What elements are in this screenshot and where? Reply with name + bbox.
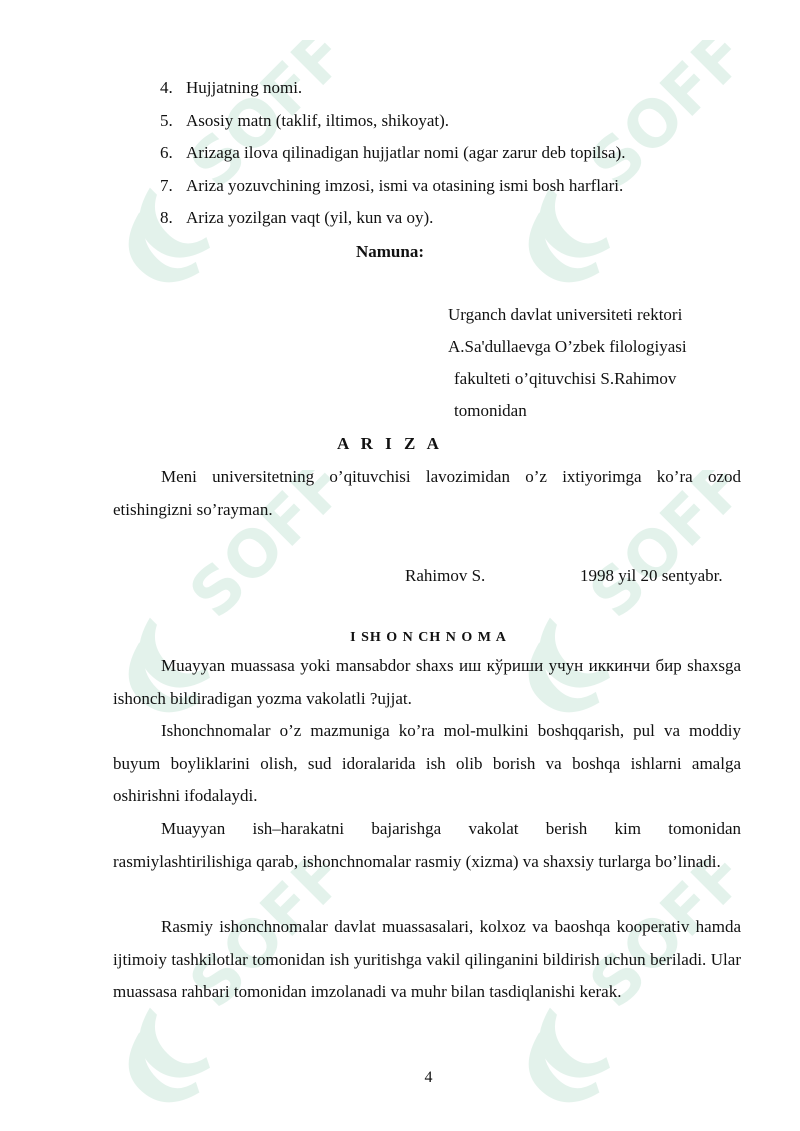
list-item-number: 6. xyxy=(160,143,173,162)
list-item xyxy=(160,72,625,105)
list-item-number: 7. xyxy=(160,175,173,195)
list-item xyxy=(160,137,625,170)
svg-text:SOFF: SOFF xyxy=(576,860,740,1023)
signature: Rahimov S. xyxy=(405,566,486,585)
svg-text:SOFF: SOFF xyxy=(576,40,740,203)
list-item xyxy=(160,202,625,235)
ariza-body: Meni universitetning o’qituvchisi lavozimidan o’z ixtiyorimga ko’ra ozod etishingizni so’rayman. xyxy=(113,467,741,519)
svg-text:SOFF: SOFF xyxy=(576,470,740,633)
address-line: tomonidan xyxy=(454,401,527,420)
requirements-list xyxy=(160,72,625,235)
list-item-number: 8. xyxy=(160,208,173,227)
sample-heading: Namuna: xyxy=(355,242,424,261)
page-number: 4 xyxy=(424,1069,433,1086)
address-line: Urganch davlat universiteti rektori xyxy=(448,305,683,324)
list-item-text: Arizaga ilova qilinadigan hujjatlar nomi (agar zarur deb topilsa). xyxy=(186,143,626,162)
svg-text:SOFF: SOFF xyxy=(176,860,340,1023)
ishonchnoma-title: I SH O N CH N O M A xyxy=(350,630,507,645)
list-item-number: 4. xyxy=(160,78,173,97)
list-item xyxy=(160,170,625,203)
address-block xyxy=(448,299,687,427)
date: 1998 yil 20 sentyabr. xyxy=(580,566,723,585)
paragraph: Muayyan ish–harakatni bajarishga vakolat berish kim tomonidan rasmiylashtirilishiga qarab, ishonchnomalar rasmiy (xizma) va shaxsiy turlarga bo’linadi. xyxy=(113,819,741,871)
list-item-number: 5. xyxy=(160,110,173,130)
list-item-text: Ariza yozuvchining imzosi, ismi va otasining ismi bosh harflari. xyxy=(186,175,624,195)
svg-text:SOFF: SOFF xyxy=(176,40,340,203)
list-item-text: Hujjatning nomi. xyxy=(186,78,303,97)
list-item xyxy=(160,105,625,138)
address-line: A.Sa'dullaevga O’zbek filologiyasi xyxy=(448,337,687,356)
list-item-text: Ariza yozilgan vaqt (yil, kun va oy). xyxy=(186,208,434,227)
list-item-text: Asosiy matn (taklif, iltimos, shikoyat). xyxy=(186,110,450,130)
address-line: fakulteti o’qituvchisi S.Rahimov xyxy=(454,369,677,388)
paragraph: Rasmiy ishonchnomalar davlat muassasalari, kolxoz va baoshqa kooperativ hamda ijtimoiy tashkilotlar tomonidan ish yuritishga vakil qilinganini bildirish uchun beriladi. Ular muassasa rahbari tomonidan imzolanadi va muhr bilan tasdiqlanishi kerak. xyxy=(113,917,741,1001)
svg-text:SOFF: SOFF xyxy=(176,470,340,633)
paragraph: Muayyan muassasa yoki mansabdor shaxs иш кўриши учун иккинчи бир shaxsga ishonch bildiradigan yozma vakolatli ?ujjat. xyxy=(113,656,741,708)
ariza-title: A R I Z A xyxy=(337,434,443,453)
paragraph: Ishonchnomalar o’z mazmuniga ko’ra mol-mulkini boshqqarish, pul va moddiy buyum boyliklarini olish, sud idoralarida ish olib borish va boshqa ishlarni amalga oshirishni ifodalaydi. xyxy=(113,721,741,805)
